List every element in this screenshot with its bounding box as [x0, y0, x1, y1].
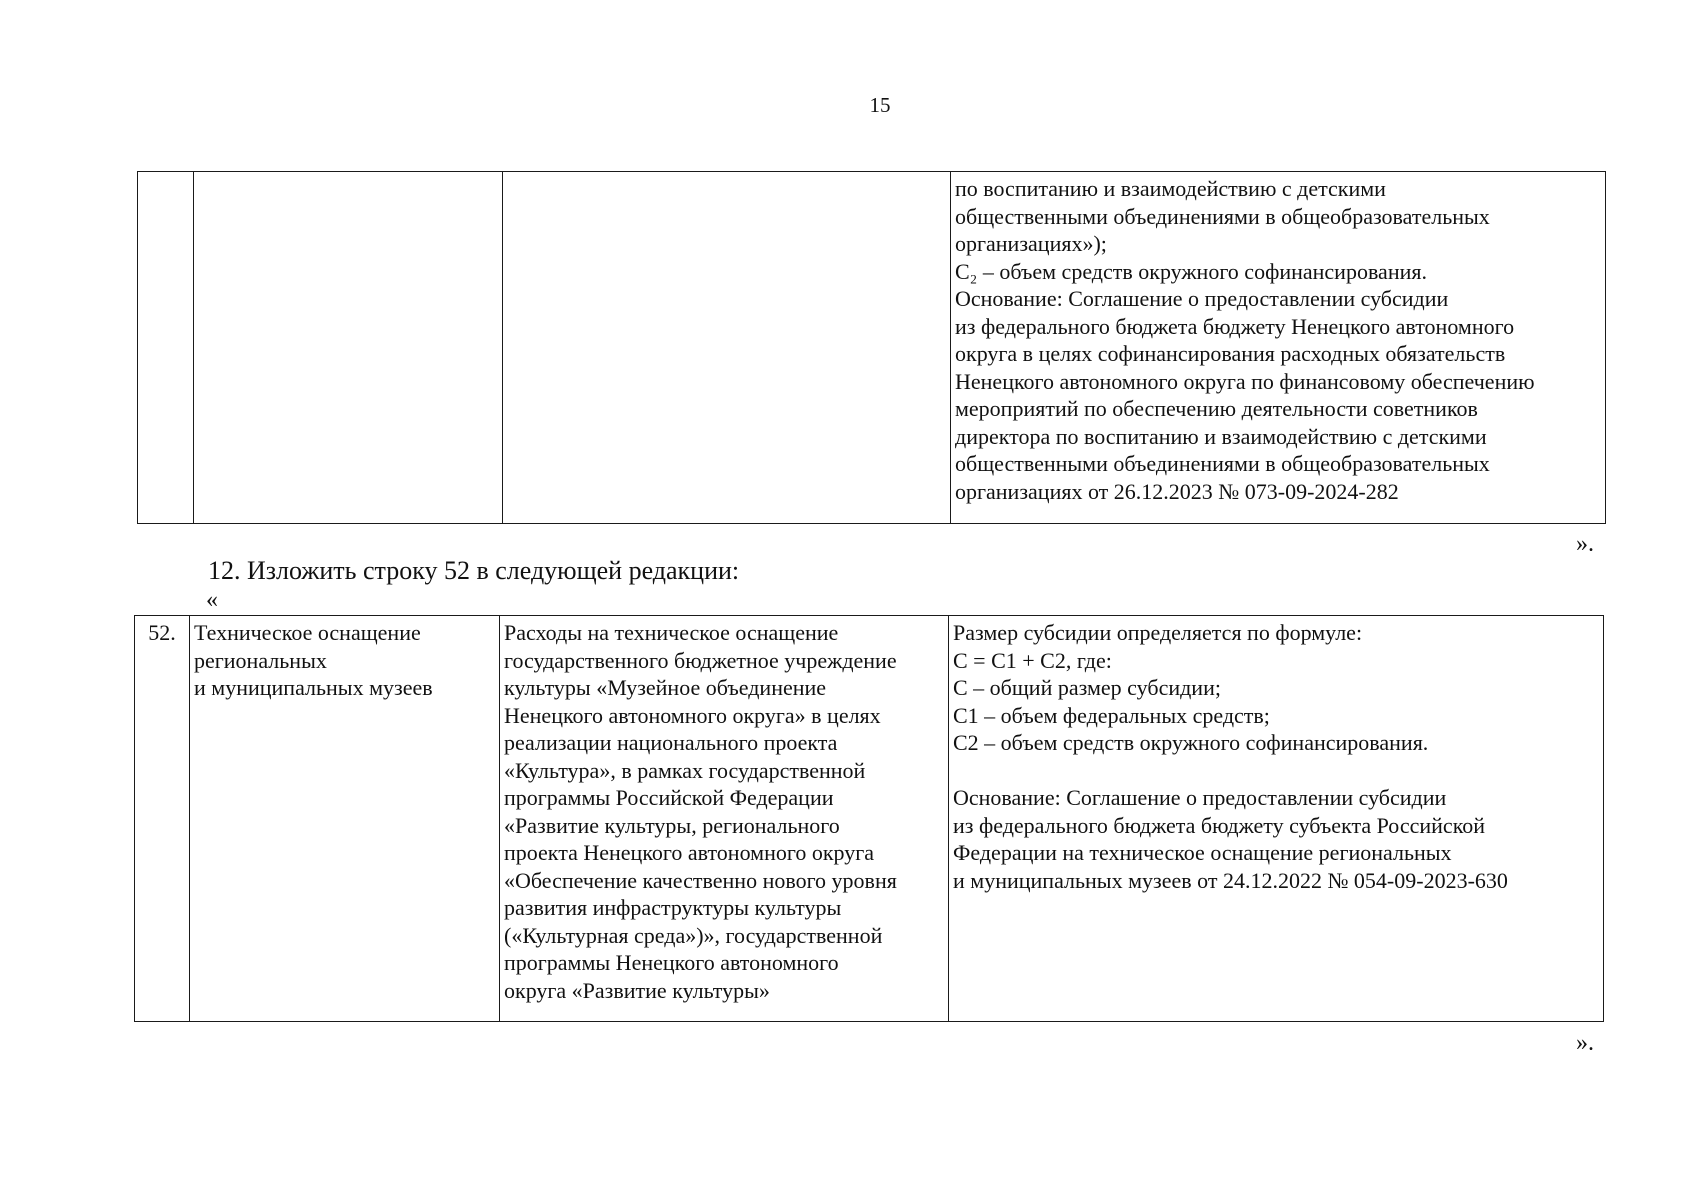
closing-quote: ». — [1576, 1030, 1594, 1056]
row-name-cell — [194, 172, 503, 524]
row-52-table — [134, 615, 1604, 1022]
row-purpose-cell: Расходы на техническое оснащение государственного бюджетное учреждение культуры «Музейное объединение Ненецкого автономного округа» в целях реализации национального проекта «Культура», в рамках государственной программы Российской Федерации «Развитие культуры, регионального проекта Ненецкого автономного округа «Обеспечение качественно нового уровня развития инфраструктуры культуры («Культурная среда»)», государственной программы Ненецкого автономного округа «Развитие культуры» — [500, 616, 949, 1022]
row-purpose-cell — [503, 172, 951, 524]
row-method-cell: по воспитанию и взаимодействию с детскими общественными объединениями в общеобразовательных организациях»); C₂ – объем средств окружного софинансирования. Основание: Соглашение о предоставлении субсидии из федерального бюджета бюджету Ненецкого автономного округа в целях софинансирования расходных обязательств Ненецкого автономного округа по финансовому обеспечению мероприятий по обеспечению деятельности советников директора по воспитанию и взаимодействию с детскими общественными объединениями в общеобразовательных организациях от 26.12.2023 № 073-09-2024-282 — [951, 172, 1606, 524]
table-row — [138, 172, 1606, 524]
closing-quote: ». — [1576, 531, 1594, 557]
row-method-cell: Размер субсидии определяется по формуле: С = С1 + С2, где: С – общий размер субсидии; С1 – объем федеральных средств; С2 – объем средств окружного софинансирования. Основание: Соглашение о предоставлении субсидии из федерального бюджета бюджету субъекта Российской Федерации на техническое оснащение региональных и муниципальных музеев от 24.12.2022 № 054-09-2023-630 — [949, 616, 1604, 1022]
row-name-cell: Техническое оснащение региональных и муниципальных музеев — [190, 616, 500, 1022]
continuation-table — [137, 171, 1606, 524]
row-number-cell: 52. — [135, 616, 190, 1022]
page-number: 15 — [869, 93, 891, 117]
opening-quote: « — [206, 587, 218, 613]
amendment-instruction: 12. Изложить строку 52 в следующей редакции: — [208, 556, 740, 585]
table-row — [135, 616, 1604, 1022]
row-number-cell — [138, 172, 194, 524]
